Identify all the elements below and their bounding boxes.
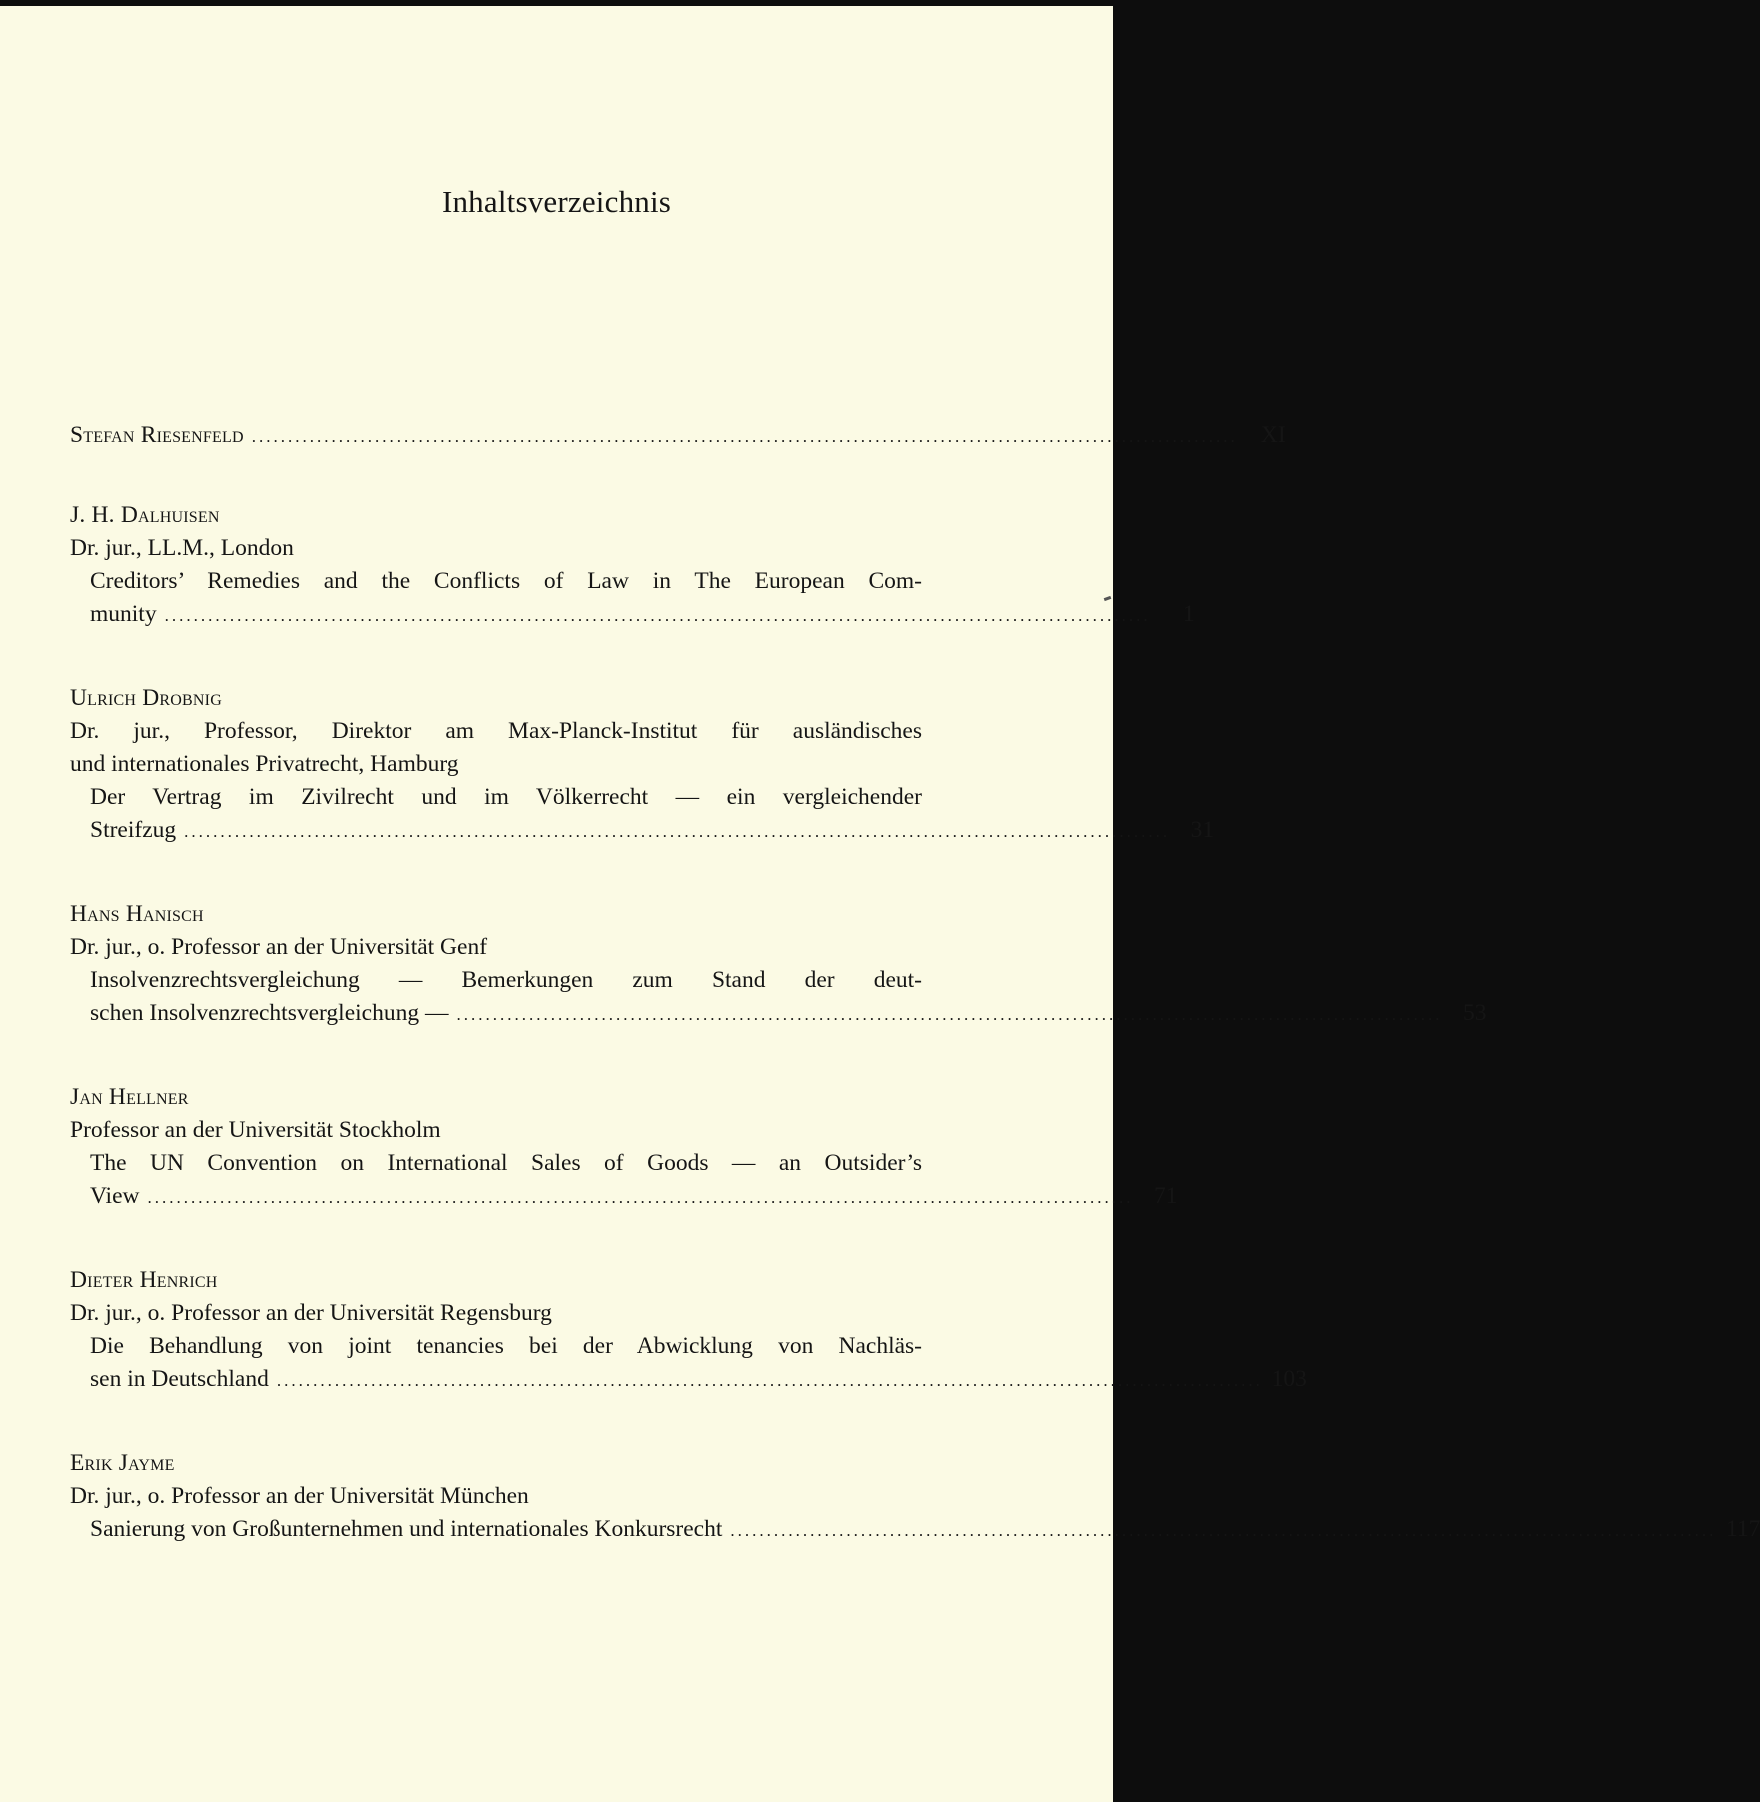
page-title: Inhaltsverzeichnis (441, 184, 672, 219)
toc-entry (70, 1264, 1307, 1397)
toc-entry (70, 1081, 1178, 1214)
page-number: 103 (1271, 1366, 1307, 1392)
toc-entry (70, 682, 1215, 848)
title-line: Der Vertrag im Zivilrecht und im Völkerrecht — ein vergleichender (90, 784, 922, 810)
toc-line (90, 1180, 1178, 1214)
toc-line (90, 997, 1487, 1031)
leader-dots: ........................................................................................................................................ (276, 1371, 1263, 1390)
author-name: Stefan Riesenfeld (70, 422, 244, 448)
title-line: The UN Convention on International Sales of Goods — an Outsider’s (90, 1150, 922, 1176)
author-name: Dieter Henrich (70, 1267, 218, 1293)
leader-dots: ........................................................................................................................................ (251, 427, 1238, 446)
article-title (70, 1513, 1760, 1547)
author-name: Hans Hanisch (70, 901, 204, 927)
toc-entry (70, 419, 1286, 453)
title-line: Insolvenzrechtsvergleichung — Bemerkungen zum Stand der deut- (90, 967, 922, 993)
page-number: 53 (1462, 1000, 1487, 1026)
author-affiliation: Dr. jur., o. Professor an der Universität München (70, 1483, 529, 1509)
page-number: 31 (1190, 817, 1215, 843)
author-affiliation: Dr. jur., o. Professor an der Universität Regensburg (70, 1300, 552, 1326)
page-number: 1 (1182, 601, 1195, 627)
leader-dots: ........................................................................................................................................ (730, 1521, 1717, 1540)
article-title (70, 964, 1487, 1031)
author-affiliation: und internationales Privatrecht, Hamburg (70, 751, 459, 777)
toc-line (90, 1363, 1307, 1397)
title-line: schen Insolvenzrechtsvergleichung — (90, 1000, 449, 1026)
leader-dots: ........................................................................................................................................ (147, 1188, 1134, 1207)
toc-entry (70, 898, 1487, 1031)
article-title (70, 565, 1195, 632)
article-title (70, 1147, 1178, 1214)
author-name: Jan Hellner (70, 1084, 189, 1110)
leader-dots: ........................................................................................................................................ (456, 1005, 1443, 1024)
title-line: Streifzug (90, 817, 177, 843)
title-line: Creditors’ Remedies and the Conflicts of Law in The European Com- (90, 568, 922, 594)
title-line: munity (90, 601, 157, 627)
toc-entry (70, 1447, 1760, 1547)
leader-dots: ........................................................................................................................................ (164, 606, 1151, 625)
author-affiliation: Dr. jur., o. Professor an der Universität Genf (70, 934, 488, 960)
book-page (0, 6, 1760, 1802)
article-title (70, 1330, 1307, 1397)
table-of-contents (70, 419, 1760, 1597)
title-line: sen in Deutschland (90, 1366, 269, 1392)
author-name: Ulrich Drobnig (70, 685, 222, 711)
title-line: View (90, 1183, 140, 1209)
author-name: Erik Jayme (70, 1450, 175, 1476)
author-affiliation: Professor an der Universität Stockholm (70, 1117, 441, 1143)
article-title (70, 781, 1215, 848)
title-line: Die Behandlung von joint tenancies bei der Abwicklung von Nachläs- (90, 1333, 922, 1359)
title-line: Sanierung von Großunternehmen und internationales Konkursrecht (90, 1516, 723, 1542)
author-affiliation: Dr. jur., LL.M., London (70, 535, 294, 561)
toc-line (90, 814, 1215, 848)
toc-entry (70, 499, 1195, 632)
page-number: 117 (1726, 1516, 1760, 1542)
toc-line (70, 419, 1286, 453)
author-affiliation: Dr. jur., Professor, Direktor am Max-Planck-Institut für ausländisches (70, 718, 922, 744)
author-name: J. H. Dalhuisen (70, 502, 220, 528)
page-number: 71 (1154, 1183, 1178, 1209)
leader-dots: ........................................................................................................................................ (184, 822, 1171, 841)
toc-line (90, 598, 1195, 632)
page-number: XI (1260, 422, 1286, 448)
toc-line (90, 1513, 1760, 1547)
